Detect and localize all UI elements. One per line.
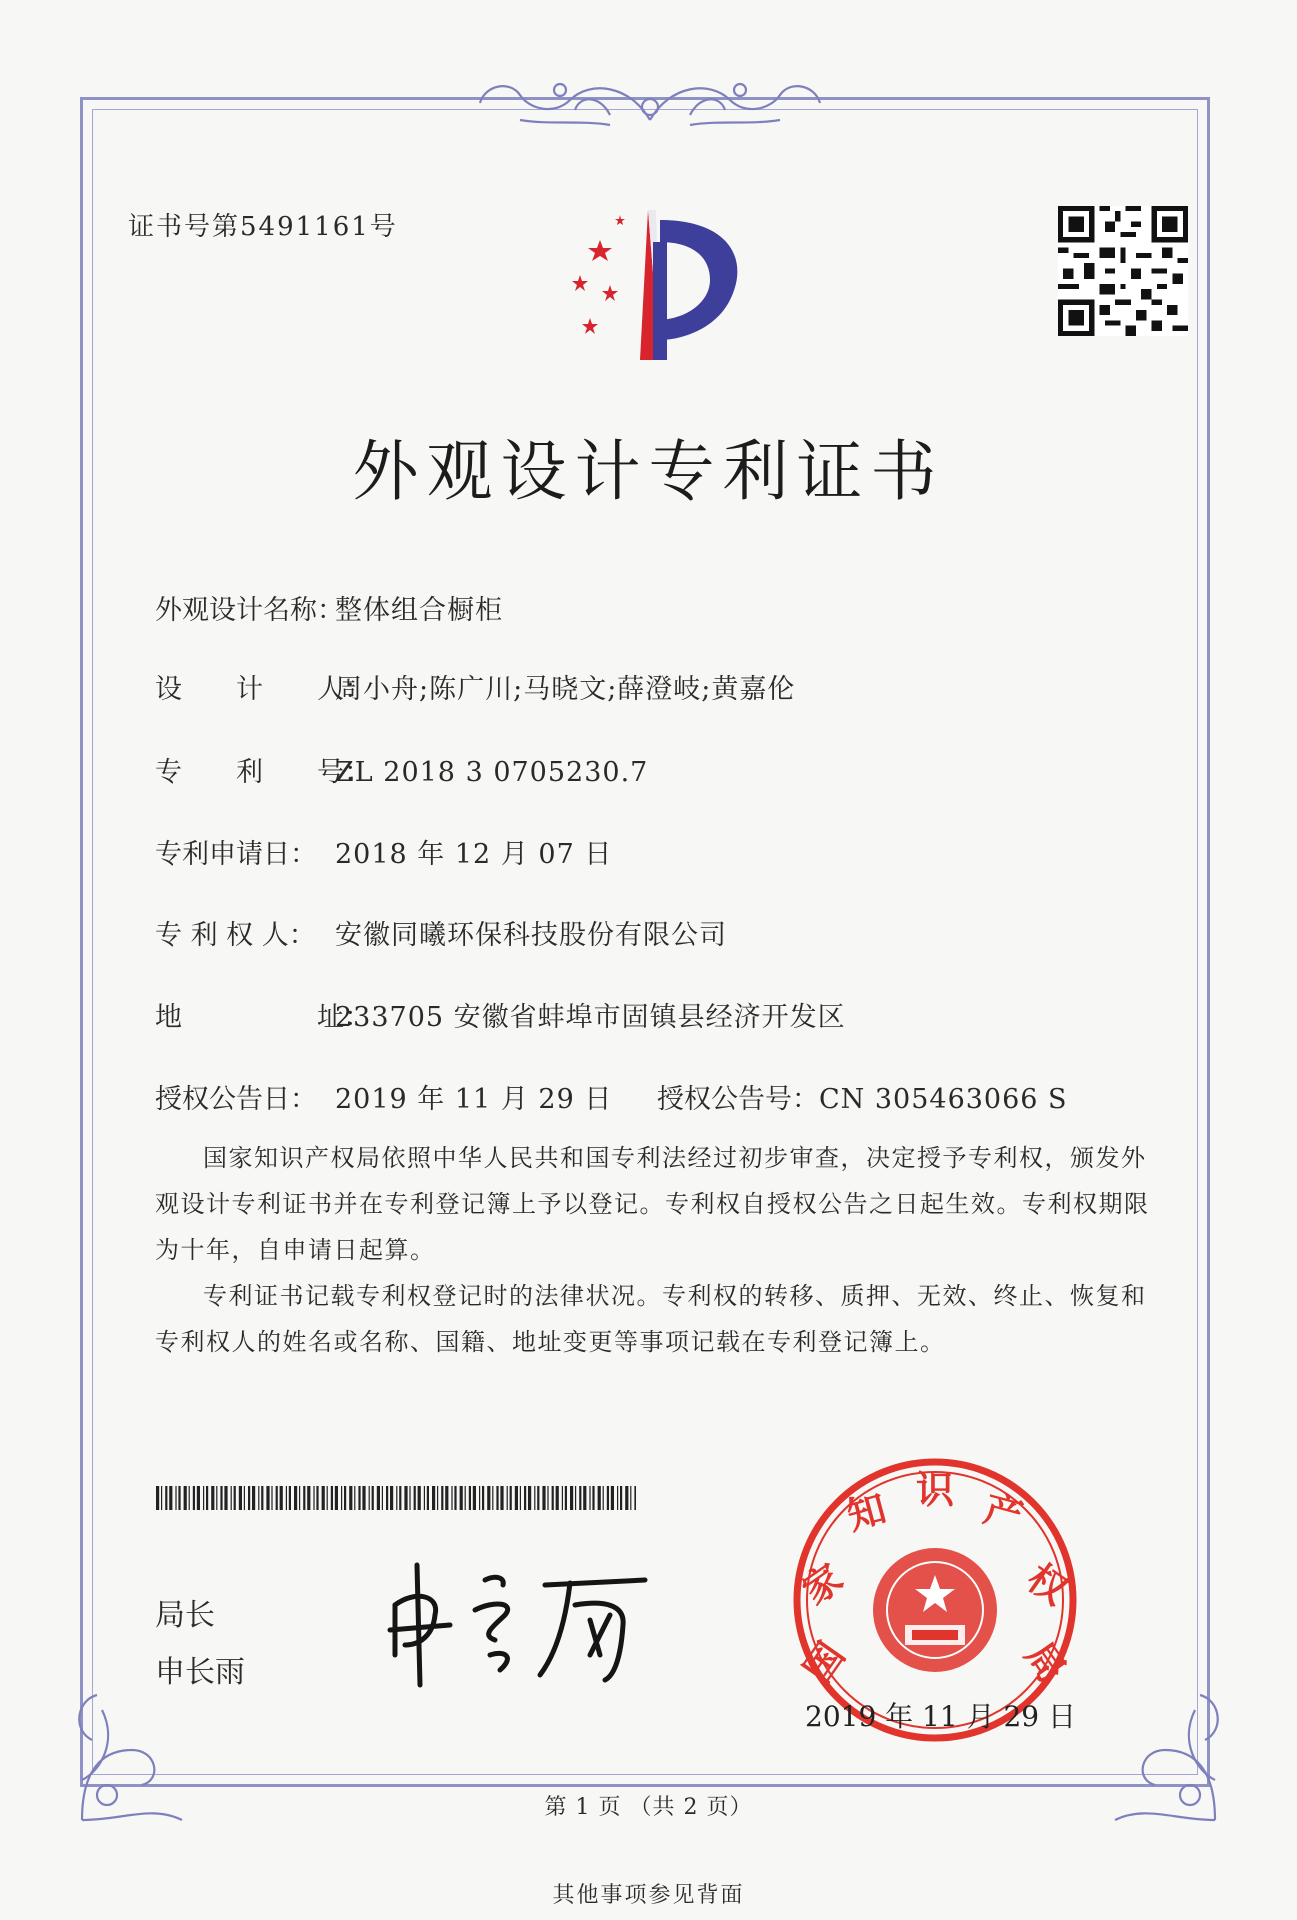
certificate-title: 外观设计专利证书: [352, 433, 945, 510]
field-design-name: [155, 588, 503, 627]
field-label: 专利申请日：: [155, 839, 317, 870]
field-label: 专 利 权 人：: [155, 920, 316, 951]
field-label: 授权公告日：: [155, 1084, 317, 1115]
field-value: ZL 2018 3 0705230.7: [335, 757, 649, 788]
field-patent-number: [155, 750, 648, 789]
field-address: [155, 995, 846, 1034]
body-paragraph: 国家知识产权局依照中华人民共和国专利法经过初步审查，决定授予专利权，颁发外观设计专利证书并在专利登记簿上予以登记。专利权自授权公告之日起生效。专利权期限为十年，自申请日起算。: [155, 1144, 1150, 1264]
field-label: 设 计 人：: [155, 674, 371, 705]
handwritten-signature-icon: [375, 1545, 665, 1695]
field-announcement-number: [657, 1077, 1068, 1116]
field-designer: [155, 667, 795, 706]
signatory-role: 局长: [155, 1598, 215, 1633]
seal-date: 2019 年 11 月 29 日: [805, 1700, 1077, 1733]
svg-text:识: 识: [915, 1467, 955, 1512]
field-value: 安徽同曦环保科技股份有限公司: [335, 920, 727, 951]
footer-note: 其他事项参见背面: [552, 1883, 745, 1908]
svg-text:知: 知: [842, 1485, 891, 1539]
barcode-icon: [156, 1486, 636, 1510]
field-patentee: [155, 913, 727, 952]
top-ornament-icon: [460, 65, 840, 135]
field-value: 2018 年 12 月 07 日: [335, 839, 613, 870]
certificate-body-text: [155, 1135, 1155, 1365]
field-value: 周小舟;陈广川;马晓文;薛澄岐;黄嘉伦: [335, 674, 796, 705]
field-label: 专 利 号：: [155, 757, 371, 788]
field-value: CN 305463066 S: [819, 1084, 1068, 1115]
body-paragraph: 专利证书记载专利权登记时的法律状况。专利权的转移、质押、无效、终止、恢复和专利权人的姓名或名称、国籍、地址变更等事项记载在专利登记簿上。: [155, 1282, 1147, 1356]
field-grant-date: [155, 1077, 612, 1116]
field-label: 授权公告号：: [657, 1084, 819, 1115]
field-value: 2019 年 11 月 29 日: [335, 1084, 613, 1115]
field-label: 地 址：: [155, 1002, 371, 1033]
page-number: 第 1 页 （共 2 页）: [544, 1795, 753, 1820]
svg-text:家: 家: [793, 1554, 851, 1614]
field-label: 外观设计名称：: [155, 595, 344, 626]
svg-text:产: 产: [979, 1485, 1028, 1539]
svg-text:局: 局: [1016, 1633, 1076, 1691]
field-value: 233705 安徽省蚌埠市固镇县经济开发区: [335, 1002, 846, 1033]
qr-code-icon: [1058, 206, 1188, 336]
svg-text:权: 权: [1019, 1554, 1077, 1614]
field-application-date: [155, 832, 612, 871]
patent-office-logo-icon: [560, 200, 760, 370]
signatory-name: 申长雨: [155, 1655, 245, 1690]
certificate-number: 证书号第5491161号: [128, 212, 398, 242]
svg-text:国: 国: [794, 1633, 854, 1691]
field-value: 整体组合橱柜: [335, 595, 503, 626]
